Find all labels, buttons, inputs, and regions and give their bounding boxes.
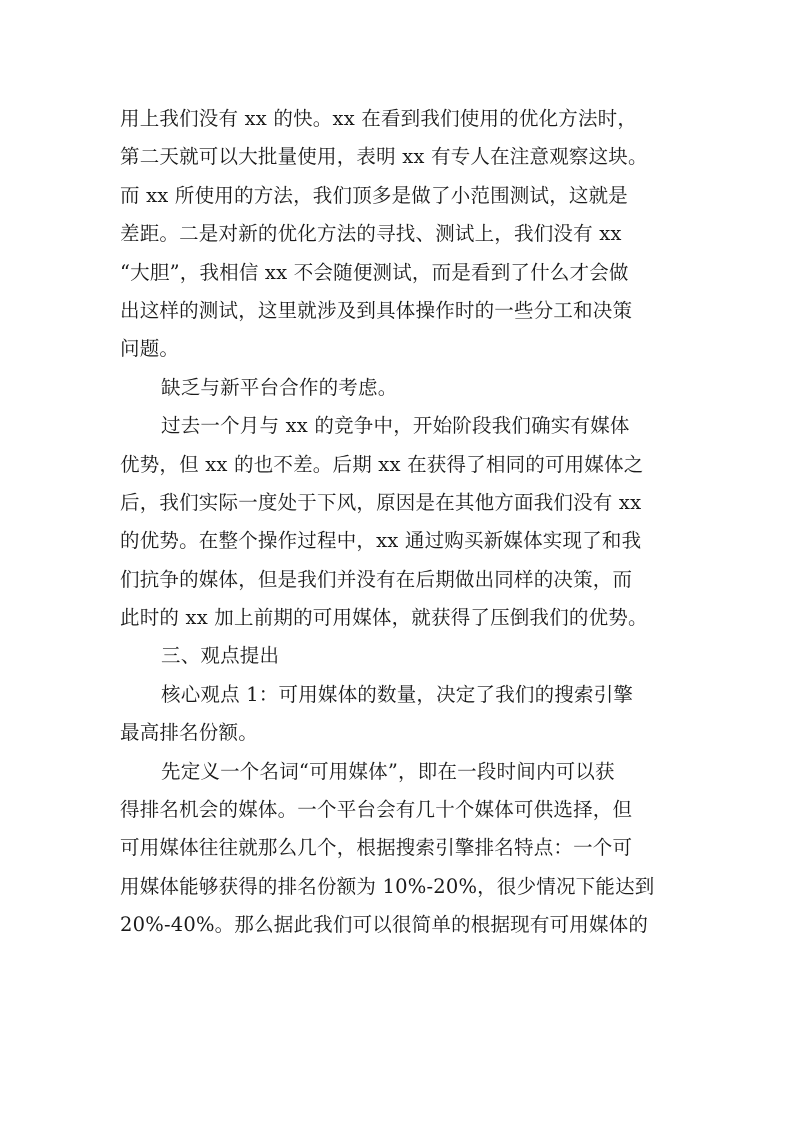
text-line: 20%-40%。那么据此我们可以很简单的根据现有可用媒体的	[120, 913, 649, 937]
paragraph-heading: 缺乏与新平台合作的考虑。	[161, 375, 398, 399]
text-line: 而 xx 所使用的方法，我们顶多是做了小范围测试，这就是	[120, 183, 628, 207]
text-line: 先定义一个名词“可用媒体”，即在一段时间内可以获	[161, 759, 615, 783]
text-line: “大胆”，我相信 xx 不会随便测试，而是看到了什么才会做	[120, 260, 629, 284]
text-line: 们抗争的媒体，但是我们并没有在后期做出同样的决策，而	[120, 567, 633, 591]
text-line: 用媒体能够获得的排名份额为 10%-20%，很少情况下能达到	[120, 874, 655, 898]
text-line: 差距。二是对新的优化方法的寻找、测试上，我们没有 xx	[120, 222, 622, 246]
text-line: 第二天就可以大批量使用，表明 xx 有专人在注意观察这块。	[120, 145, 648, 169]
text-line: 此时的 xx 加上前期的可用媒体，就获得了压倒我们的优势。	[120, 606, 648, 630]
text-line: 后，我们实际一度处于下风，原因是在其他方面我们没有 xx	[120, 490, 642, 514]
text-line: 可用媒体往往就那么几个，根据搜索引擎排名特点：一个可	[120, 836, 633, 860]
document-body	[120, 100, 680, 945]
text-line: 得排名机会的媒体。一个平台会有几十个媒体可供选择，但	[120, 798, 633, 822]
text-line: 用上我们没有 xx 的快。xx 在看到我们使用的优化方法时，	[120, 107, 638, 130]
text-line: 过去一个月与 xx 的竞争中，开始阶段我们确实有媒体	[161, 414, 630, 438]
text-line: 的优势。在整个操作过程中，xx 通过购买新媒体实现了和我	[120, 529, 642, 553]
text-line: 核心观点 1：可用媒体的数量，决定了我们的搜索引擎	[161, 682, 634, 706]
text-line: 问题。	[120, 337, 180, 361]
section-heading: 三、观点提出	[161, 644, 280, 668]
text-line: 优势，但 xx 的也不差。后期 xx 在获得了相同的可用媒体之	[120, 452, 644, 476]
text-line: 最高排名份额。	[120, 721, 258, 745]
text-line: 出这样的测试，这里就涉及到具体操作时的一些分工和决策	[120, 298, 633, 322]
